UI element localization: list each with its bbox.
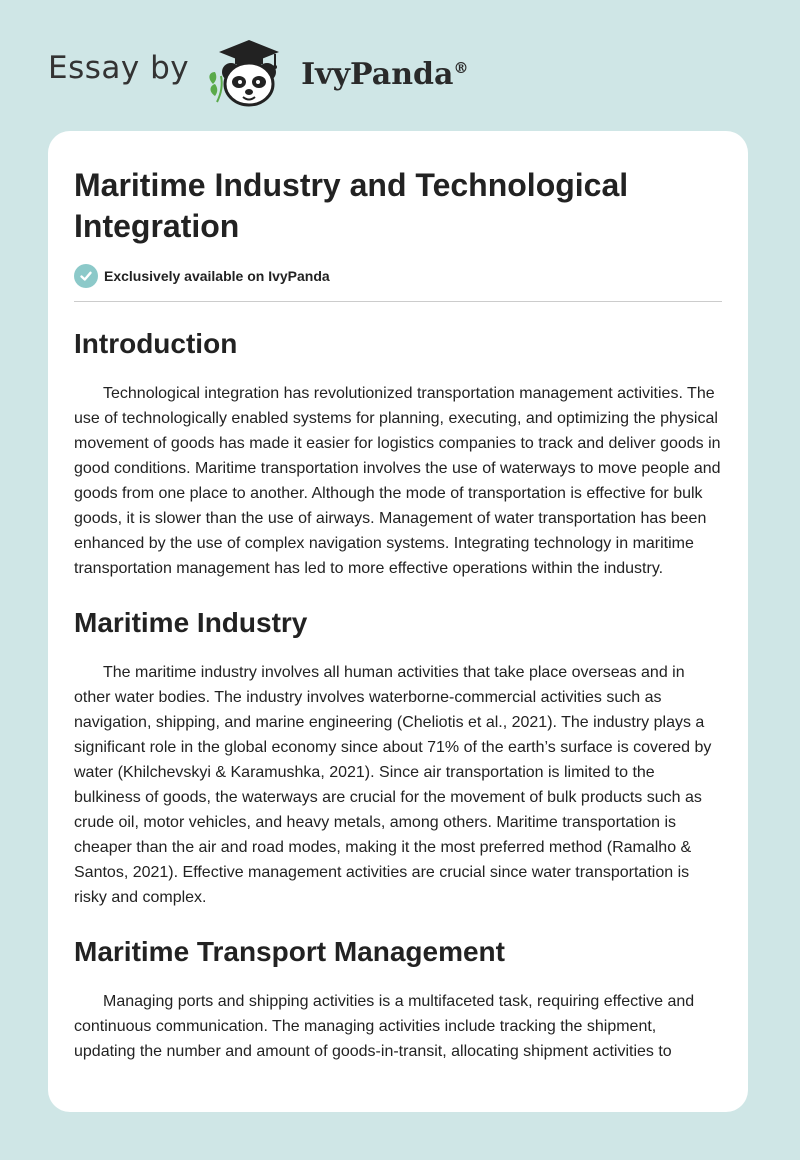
page-title: Maritime Industry and Technological Integration	[74, 167, 629, 244]
brand-name-text: IvyPanda	[301, 56, 454, 92]
section-paragraph-maritime-transport-management: Managing ports and shipping activities is a multifaceted task, requiring effective and continuous communication. The managing activities include tracking the shipment, updating the number and amount of goods-in-transit, allocating shipment activities to	[74, 993, 695, 1060]
essay-card	[48, 131, 748, 1112]
section-paragraph-introduction: Technological integration has revolutionized transportation management activities. The use of technologically enabled systems for planning, executing, and optimizing the physical movement of goods has made it easier for logistics companies to track and deliver goods in good conditions. Maritime transportation involves the use of waterways to move people and goods from one place to another. Although the mode of transportation is effective for bulk goods, it is slower than the use of airways. Management of water transportation has been enhanced by the use of complex navigation systems. Integrating technology in maritime transportation management has led to more effective operations within the industry.	[74, 385, 721, 577]
brand-name	[301, 57, 468, 92]
section-heading-maritime-industry: Maritime Industry	[74, 607, 308, 638]
section-heading-maritime-transport-management: Maritime Transport Management	[74, 936, 505, 967]
registered-mark: ®	[453, 58, 469, 77]
section-heading-introduction: Introduction	[74, 328, 238, 359]
exclusive-badge-label: Exclusively available on IvyPanda	[104, 268, 330, 284]
section-paragraph-maritime-industry: The maritime industry involves all human activities that take place overseas and in other water bodies. The industry involves waterborne-commercial activities such as navigation, shipping, and marine engineering (Cheliotis et al., 2021). The industry plays a significant role in the global economy since about 71% of the earth’s surface is covered by water (Khilchevskyi & Karamushka, 2021). Since air transportation is limited to the bulkiness of goods, the waterways are crucial for the movement of bulk products such as crude oil, motor vehicles, and heavy metals, among others. Maritime transportation is cheaper than the air and road modes, making it the most preferred method (Ramalho & Santos, 2021). Effective management activities are crucial since water transportation is risky and complex.	[74, 664, 712, 906]
brand-prefix: Essay by	[48, 50, 190, 86]
check-icon	[74, 264, 98, 288]
essay-by-ivypanda-logo[interactable]	[48, 36, 468, 108]
divider	[74, 301, 722, 302]
exclusive-badge	[74, 264, 722, 288]
panda-graduate-icon	[203, 36, 299, 108]
